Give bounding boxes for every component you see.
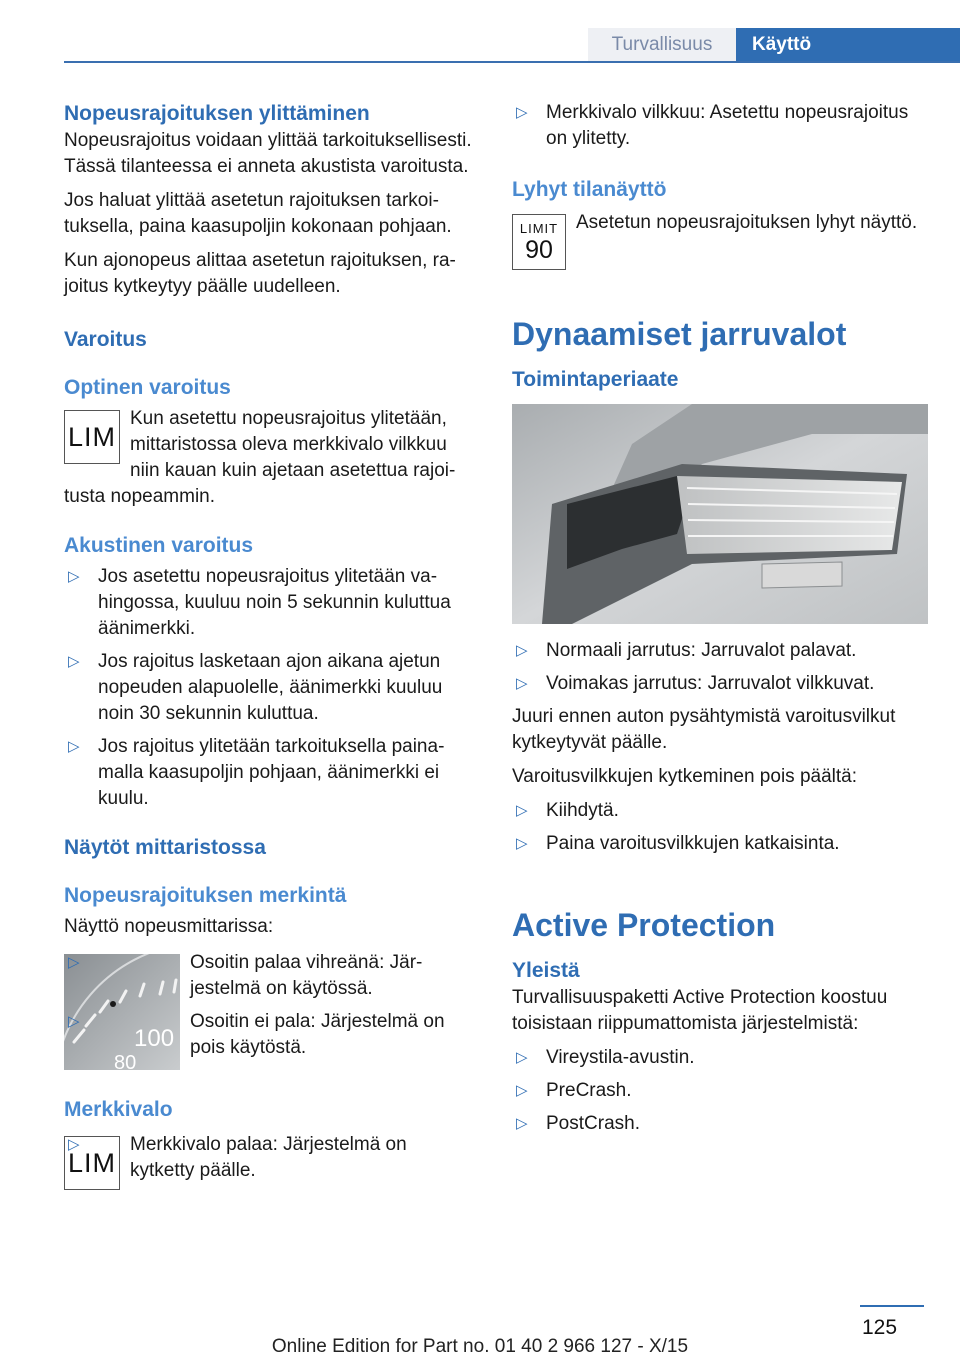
header-rule: [64, 61, 960, 63]
lyhyt-text: Asetetun nopeusrajoituksen lyhyt näyttö.: [576, 212, 918, 233]
heading-nopeusrajoituksen-merkinta: Nopeusrajoituksen merkintä: [64, 884, 347, 907]
triangle-bullet-icon: ▷: [516, 802, 528, 819]
triangle-bullet-icon: ▷: [68, 568, 80, 585]
list-item: ▷ Jos rajoitus ylitetään tarkoituksella painamalla kaasupoljin pohjaan, äänimerkki ei kuulu.: [68, 736, 445, 809]
gauge-label-80: 80: [114, 1052, 137, 1070]
heading-naytot-mittaristossa: Näytöt mittaristossa: [64, 836, 266, 859]
triangle-bullet-icon: ▷: [516, 1115, 528, 1132]
triangle-bullet-icon: ▷: [516, 1049, 528, 1066]
list-item: ▷ Osoitin palaa vihreänä: Järjestelmä on käytössä.: [68, 952, 423, 999]
heading-active-protection: Active Protection: [512, 907, 776, 943]
limit-90-icon: [512, 214, 566, 270]
optinen-text: Kun asetettu nopeusrajoitus ylitetään, mittaristossa oleva merkkivalo vilkkuu niin kauan kuin ajetaan asetettua rajoitusta nopeammin.: [64, 408, 456, 507]
paragraph: Nopeusrajoitus voidaan ylittää tarkoituksellisesti. Tässä tilanteessa ei anneta akustista varoitusta.: [64, 130, 472, 177]
triangle-bullet-icon: ▷: [68, 738, 80, 755]
header-tab-section[interactable]: Turvallisuus: [588, 28, 736, 61]
merkkivalo-list: [64, 1132, 476, 1184]
paragraph: Varoitusvilkkujen kytkeminen pois päältä:: [512, 766, 857, 787]
jarru-list: [512, 638, 928, 697]
heading-akustinen-varoitus: Akustinen varoitus: [64, 534, 254, 557]
merkkivalo-continued-list: [512, 100, 928, 152]
limit-value: 90: [525, 236, 553, 264]
tail-light-image: [512, 404, 928, 624]
triangle-bullet-icon: ▷: [516, 835, 528, 852]
triangle-bullet-icon: ▷: [516, 104, 528, 121]
list-item: ▷ Normaali jarrutus: Jarruvalot palavat.: [512, 638, 928, 664]
heading-lyhyt-tilanaytto: Lyhyt tilanäyttö: [512, 178, 667, 201]
list-item: ▷ Vireystila-avustin.: [512, 1045, 928, 1071]
triangle-bullet-icon: ▷: [516, 1082, 528, 1099]
lim-indicator-icon: LIM: [64, 1136, 120, 1190]
triangle-bullet-icon: ▷: [516, 642, 528, 659]
list-item: ▷ PreCrash.: [512, 1078, 928, 1104]
triangle-bullet-icon: ▷: [68, 1136, 80, 1153]
heading-dynaamiset-jarruvalot: Dynaamiset jarruvalot: [512, 316, 847, 352]
triangle-bullet-icon: ▷: [68, 653, 80, 670]
limit-label: LIMIT: [519, 221, 559, 236]
list-item: ▷ Merkkivalo palaa: Järjestelmä on kytketty päälle.: [68, 1134, 407, 1181]
list-item: ▷ Kiihdytä.: [512, 798, 928, 824]
paragraph: Turvallisuuspaketti Active Protection koostuu toisistaan riippumattomista järjestelmistä:: [512, 987, 888, 1034]
heading-nopeusrajoituksen-ylittaminen: Nopeusrajoituksen ylittäminen: [64, 102, 370, 125]
list-item: ▷ Osoitin ei pala: Järjestelmä on pois käytöstä.: [68, 1011, 445, 1058]
gauge-label-100: 100: [134, 1025, 175, 1052]
optinen-block: [64, 406, 476, 510]
pois-list: [512, 798, 928, 857]
triangle-bullet-icon: ▷: [68, 954, 80, 971]
footer-edition-text: Online Edition for Part no. 01 40 2 966 127 - X/15: [271, 1336, 689, 1357]
heading-varoitus: Varoitus: [64, 328, 147, 351]
header-tab-active[interactable]: Käyttö: [736, 28, 960, 61]
merkinta-block: [64, 950, 476, 1074]
right-column: [512, 100, 928, 1144]
list-item: ▷ Paina varoitusvilkkujen katkaisinta.: [512, 831, 928, 857]
active-list: [512, 1045, 928, 1137]
merkkivalo-block: [64, 1132, 476, 1194]
page-number: 125: [862, 1316, 898, 1339]
merkinta-text: Näyttö nopeusmittarissa:: [64, 916, 274, 937]
left-column: [64, 100, 476, 1194]
lim-indicator-icon: LIM: [64, 410, 120, 464]
triangle-bullet-icon: ▷: [68, 1013, 80, 1030]
paragraph: Jos haluat ylittää asetetun rajoituksen tarkoituksella, paina kaasupoljin kokonaan pohjaan.: [64, 190, 452, 237]
heading-toimintaperiaate: Toimintaperiaate: [512, 368, 679, 391]
list-item: ▷ Jos asetettu nopeusrajoitus ylitetään vahingossa, kuuluu noin 5 sekunnin kuluttua äänimerkki.: [68, 566, 451, 639]
akustinen-list: [64, 564, 476, 812]
list-item: ▷ PostCrash.: [512, 1111, 928, 1137]
heading-yleista: Yleistä: [512, 959, 580, 982]
paragraph: Kun ajonopeus alittaa asetetun rajoituksen, rajoitus kytkeytyy päälle uudelleen.: [64, 250, 456, 297]
list-item: ▷ Merkkivalo vilkkuu: Asetettu nopeusrajoitus on ylitetty.: [516, 102, 909, 149]
list-item: ▷ Voimakas jarrutus: Jarruvalot vilkkuvat.: [512, 671, 928, 697]
paragraph: Juuri ennen auton pysähtymistä varoitusvilkut kytkeytyvät päälle.: [512, 706, 896, 753]
heading-optinen-varoitus: Optinen varoitus: [64, 376, 231, 399]
list-item: ▷ Jos rajoitus lasketaan ajon aikana ajetun nopeuden alapuolelle, äänimerkki kuuluu noin 30 sekunnin kuluttua.: [68, 651, 443, 724]
lyhyt-block: [512, 210, 928, 274]
heading-merkkivalo: Merkkivalo: [64, 1098, 173, 1121]
triangle-bullet-icon: ▷: [516, 675, 528, 692]
page-number-rule: [860, 1305, 924, 1307]
